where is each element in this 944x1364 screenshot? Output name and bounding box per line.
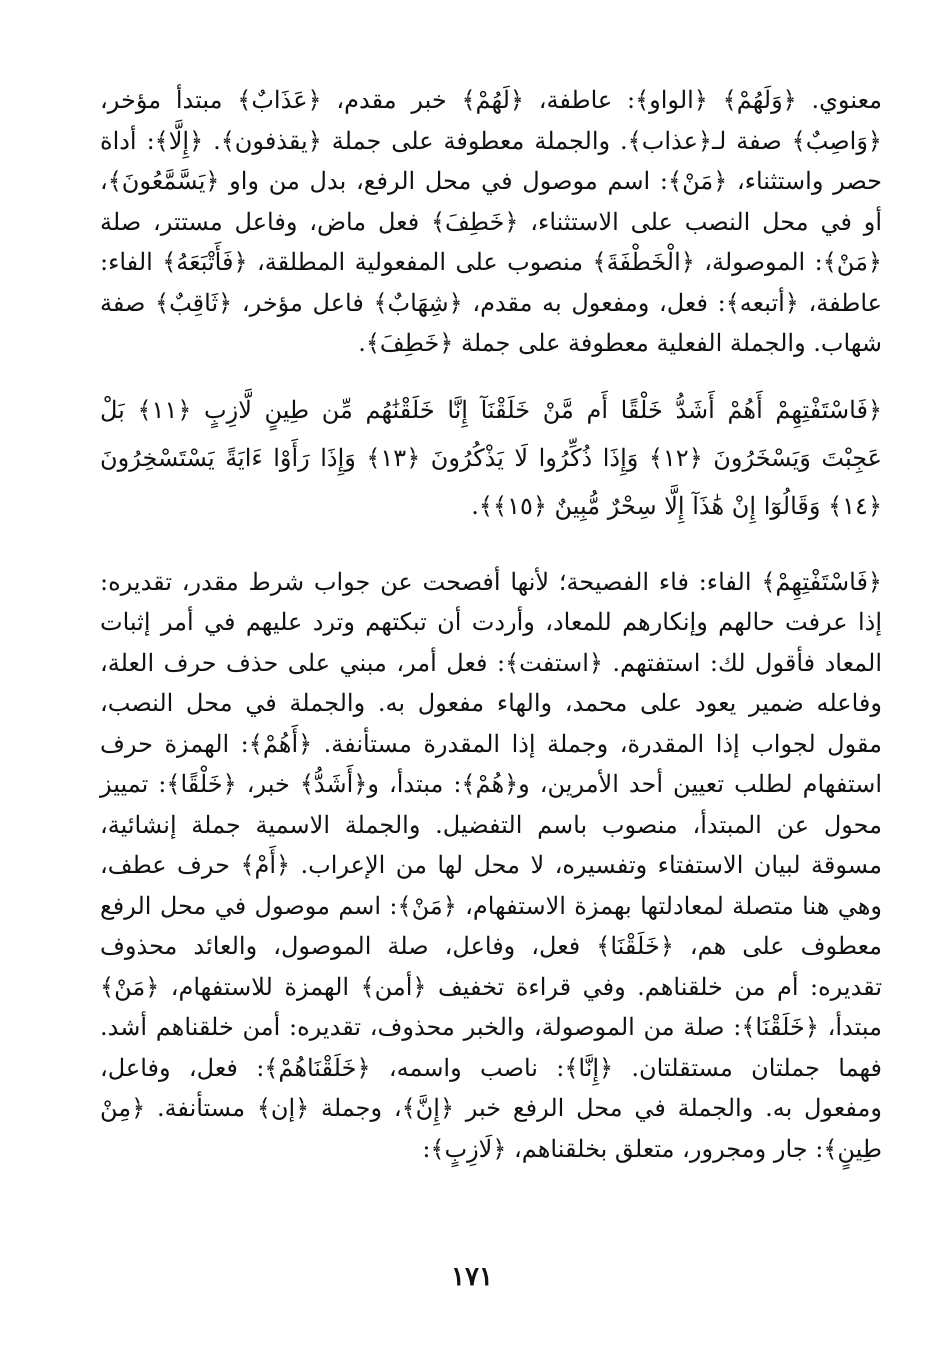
page-number: ١٧١ bbox=[451, 1262, 493, 1292]
paragraph-1: معنوي. ﴿وَلَهُمْ﴾ ﴿الواو﴾: عاطفة، ﴿لَهُمْ﴾ خبر مقدم، ﴿عَذَابٌ﴾ مبتدأ مؤخر، ﴿وَاصِبٌ﴾ صفة لـ﴿عذاب﴾. والجملة معطوفة على جملة ﴿يقذفون﴾. ﴿إِلَّا﴾: أداة حصر واستثناء، ﴿مَنْ﴾: اسم موصول في محل الرفع، بدل من واو ﴿يَسَّمَّعُونَ﴾، أو في محل النصب على الاستثناء، ﴿خَطِفَ﴾ فعل ماض، وفاعل مستتر، صلة ﴿مَنْ﴾: الموصولة، ﴿الْخَطْفَةَ﴾ منصوب على المفعولية المطلقة، ﴿فَأَتْبَعَهُ﴾ الفاء: عاطفة، ﴿أتبعه﴾: فعل، ومفعول به مقدم، ﴿شِهَابٌ﴾ فاعل مؤخر، ﴿ثَاقِبٌ﴾ صفة شهاب. والجملة الفعلية معطوفة على جملة ﴿خَطِفَ﴾. bbox=[100, 86, 882, 357]
page-body bbox=[100, 80, 882, 1169]
paragraph-2: ﴿فَاسْتَفْتِهِمْ﴾ الفاء: فاء الفصيحة؛ لأنها أفصحت عن جواب شرط مقدر، تقديره: إذا عرفت حالهم وإنكارهم للمعاد، وأردت أن تبكتهم وترد عليهم في أمر إثبات المعاد فأقول لك: استفتهم. ﴿استفت﴾: فعل أمر، مبني على حذف حرف العلة، وفاعله ضمير يعود على محمد، والهاء مفعول به. والجملة في محل النصب، مقول لجواب إذا المقدرة، وجملة إذا المقدرة مستأنفة. ﴿أَهُمْ﴾: الهمزة حرف استفهام لطلب تعيين أحد الأمرين، و﴿هُمْ﴾: مبتدأ، و﴿أَشَدُّ﴾ خبر، ﴿خَلْقًا﴾: تمييز محول عن المبتدأ، منصوب باسم التفضيل. والجملة الاسمية جملة إنشائية، مسوقة لبيان الاستفتاء وتفسيره، لا محل لها من الإعراب. ﴿أَمْ﴾ حرف عطف، وهي هنا متصلة لمعادلتها بهمزة الاستفهام، ﴿مَنْ﴾: اسم موصول في محل الرفع معطوف على هم، ﴿خَلَقْنَا﴾ فعل، وفاعل، صلة الموصول، والعائد محذوف تقديره: أم من خلقناهم. وفي قراءة تخفيف ﴿أمن﴾ الهمزة للاستفهام، ﴿مَنْ﴾ مبتدأ، ﴿خَلَقْنَا﴾: صلة من الموصولة، والخبر محذوف، تقديره: أمن خلقناهم أشد. فهما جملتان مستقلتان. ﴿إِنَّا﴾: ناصب واسمه، ﴿خَلَقْنَاهُمْ﴾: فعل، وفاعل، ومفعول به. والجملة في محل الرفع خبر ﴿إِنَّ﴾، وجملة ﴿إن﴾ مستأنفة. ﴿مِنْ طِينٍ﴾: جار ومجرور، متعلق بخلقناهم، ﴿لَازِبٍ﴾: bbox=[100, 567, 883, 1163]
quran-verse: ﴿فَاسْتَفْتِهِمْ أَهُمْ أَشَدُّ خَلْقًا أَم مَّنْ خَلَقْنَآ إِنَّا خَلَقْنَٰهُم مِّن طِينٍ لَّازِبٍ ﴿١١﴾ بَلْ عَجِبْتَ وَيَسْخَرُونَ ﴿١٢﴾ وَإِذَا ذُكِّرُوا لَا يَذْكُرُونَ ﴿١٣﴾ وَإِذَا رَأَوْا ءَايَةً يَسْتَسْخِرُونَ ﴿١٤﴾ وَقَالُوٓا إِنْ هَٰذَآ إِلَّا سِحْرٌ مُّبِينٌ ﴿١٥﴾﴾. bbox=[100, 395, 883, 520]
